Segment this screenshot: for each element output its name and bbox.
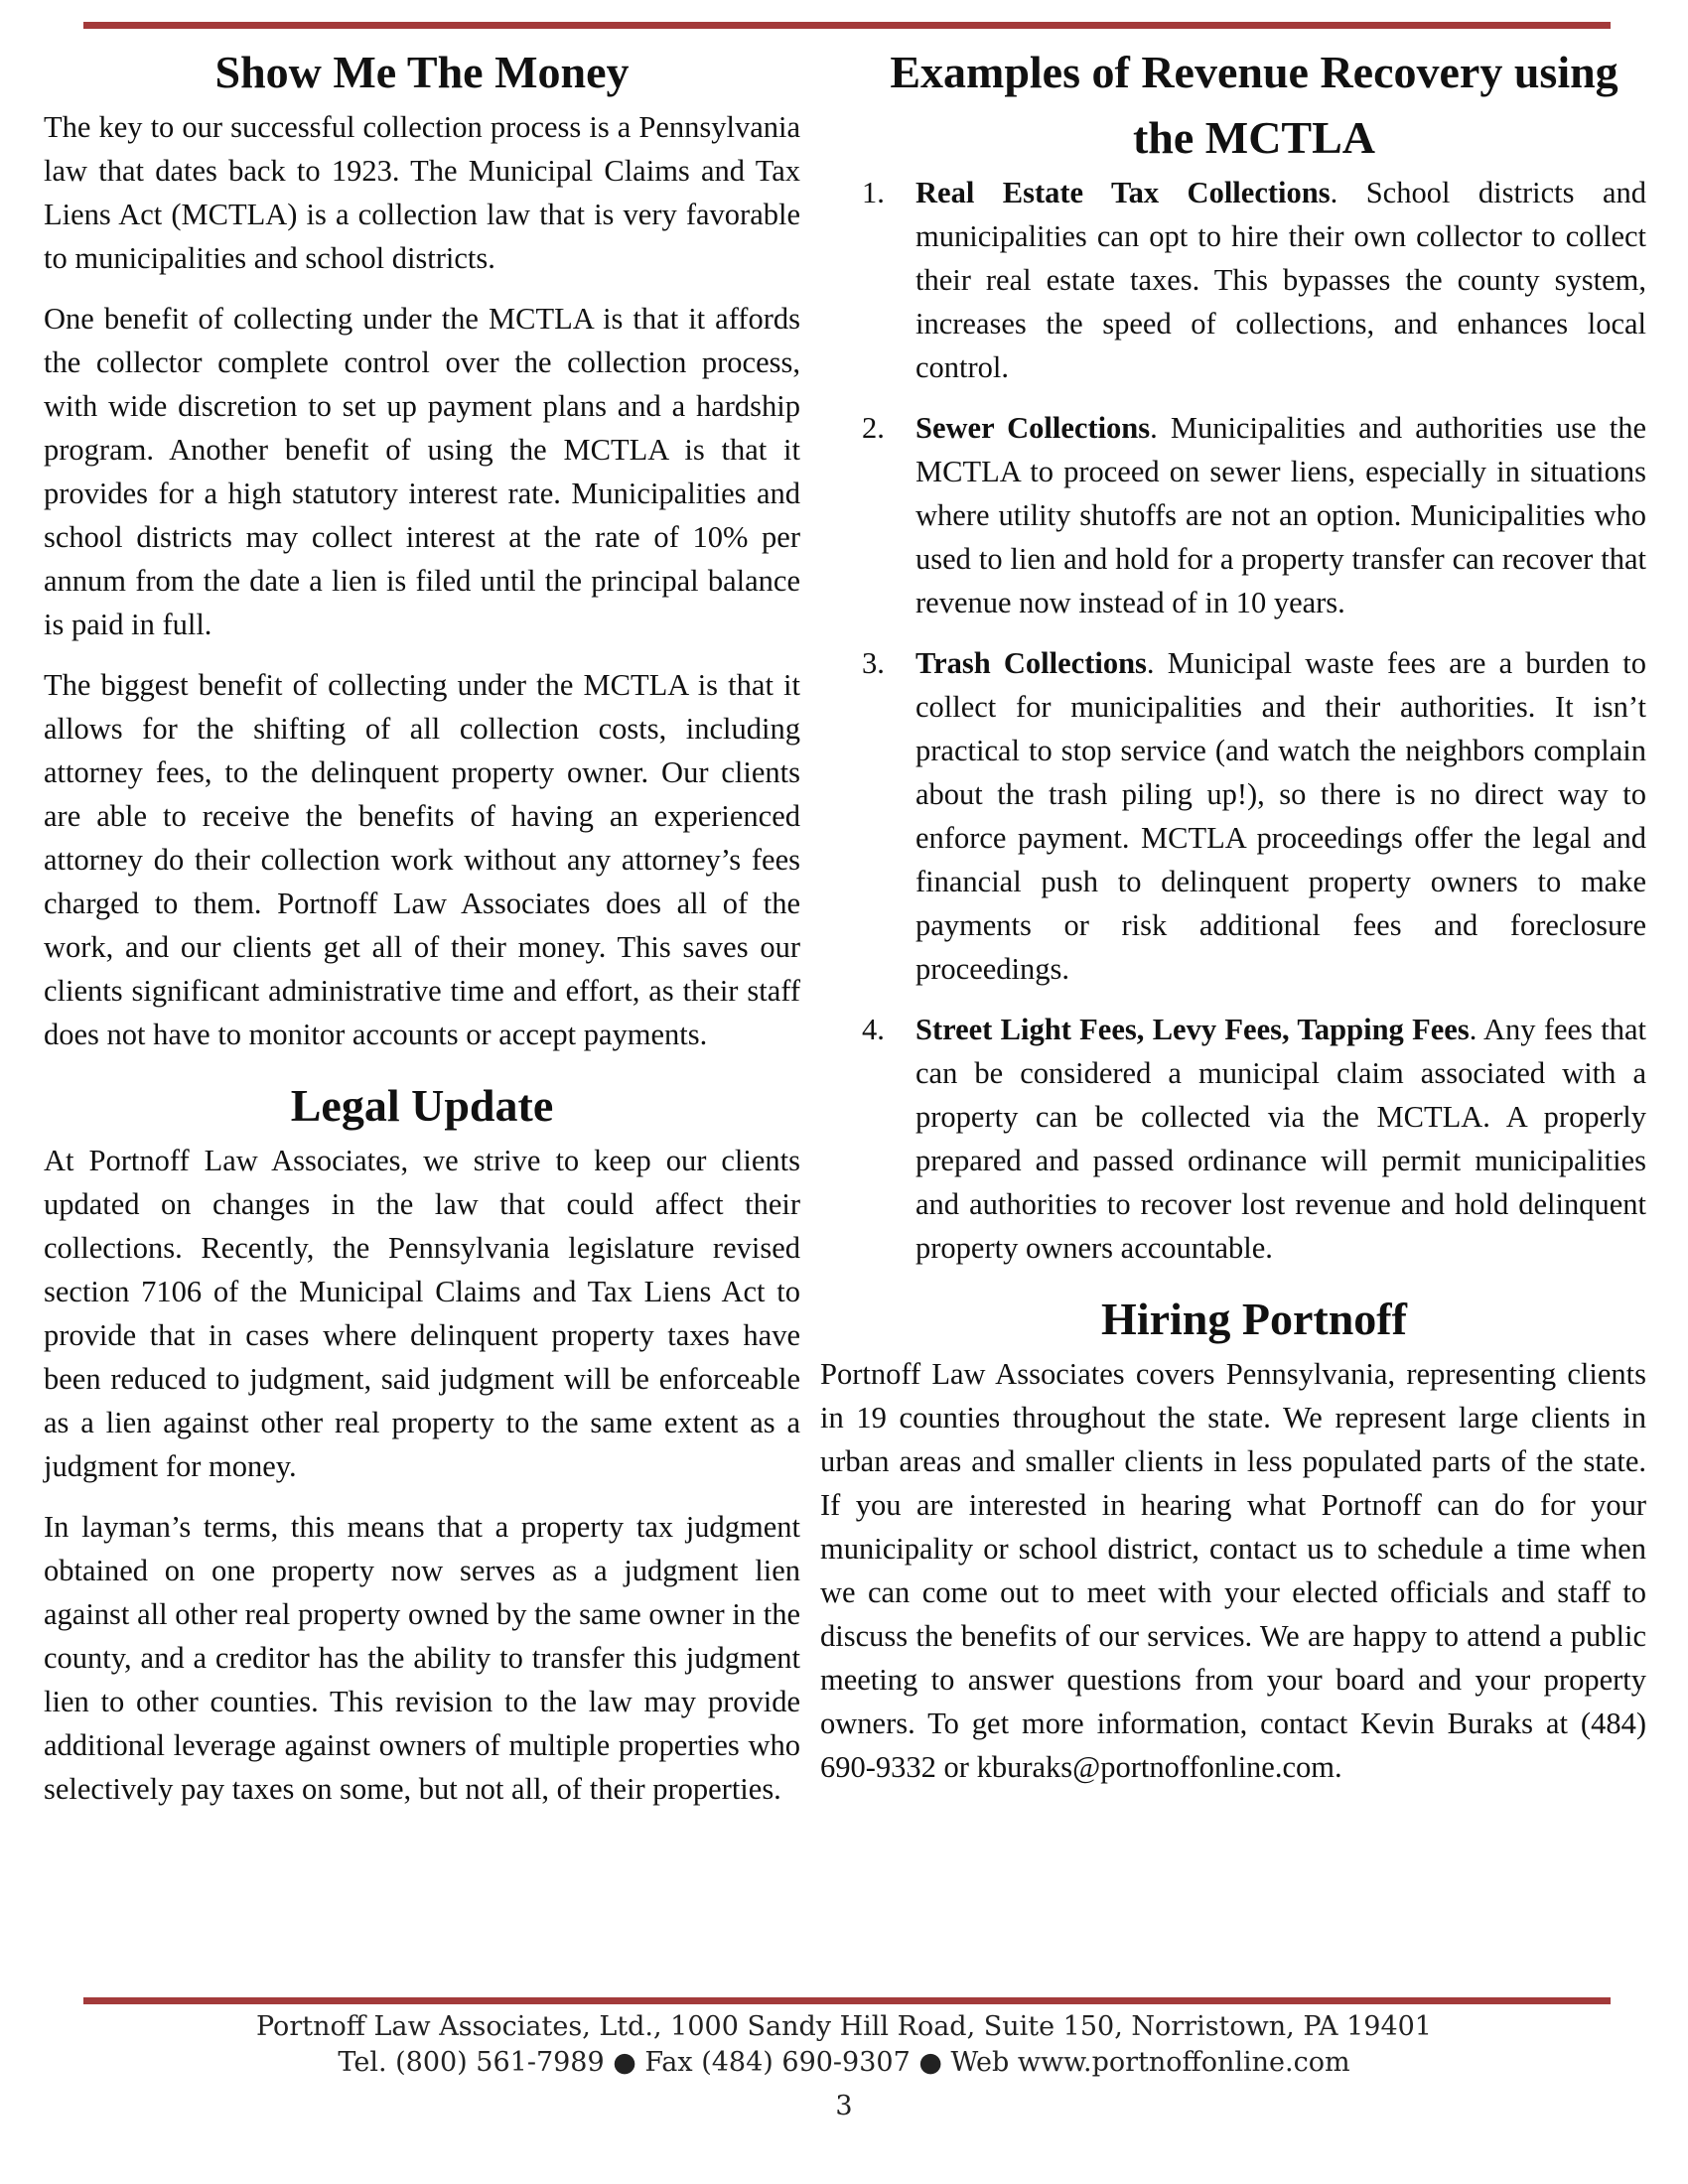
list-item-text: . Any fees that can be considered a municipal claim associated with a property can be collected via the MCTLA. A properly prepared and passed ordinance will permit municipalities and authorities to recover lost revenue and hold delinquent property owners accountable. [915, 1013, 1646, 1265]
list-number: 1. [862, 176, 885, 209]
paragraph: Portnoff Law Associates covers Pennsylvania, representing clients in 19 counties throughout the state. We represent large clients in urban areas and smaller clients in less populated parts of the state. If you are interested in hearing what Portnoff can do for your municipality or school district, contact us to schedule a time when we can come out to meet with your elected officials and staff to discuss the benefits of our services. We are happy to attend a public meeting to answer questions from your board and your property owners. To get more information, contact Kevin Buraks at (484) 690-9332 or kburaks@portnoffonline.com. [820, 1357, 1646, 1784]
list-item [862, 1008, 1646, 1270]
footer-address: Portnoff Law Associates, Ltd., 1000 Sandy Hill Road, Suite 150, Norristown, PA 19401 [255, 2011, 1432, 2042]
top-rule [83, 22, 1611, 29]
list-item [862, 641, 1646, 991]
hiring-portnoff-heading: Hiring Portnoff [1101, 1294, 1407, 1344]
right-column [820, 40, 1647, 1806]
list-item-text: . Municipalities and authorities use the MCTLA to proceed on sewer liens, especially in situations where utility shutoffs are not an option. Municipalities who used to lien and hold for a property transfer can recover that revenue now instead of in 10 years. [915, 411, 1646, 619]
list-item-lead: Sewer Collections [915, 411, 1151, 445]
paragraph: The biggest benefit of collecting under the MCTLA is that it allows for the shifting of all collection costs, including attorney fees, to the delinquent property owner. Our clients are able to receive the benefits of having an experienced attorney do their collection work without any attorney’s fees charged to them. Portnoff Law Associates does all of the work, and our clients get all of their money. This saves our clients significant administrative time and effort, as their staff does not have to monitor accounts or accept payments. [44, 668, 800, 1051]
list-item-lead: Trash Collections [915, 646, 1147, 680]
list-item-lead: Real Estate Tax Collections [915, 176, 1331, 209]
revenue-recovery-heading: Examples of Revenue Recovery using the MCTLA [890, 47, 1618, 163]
show-me-the-money-heading: Show Me The Money [214, 47, 630, 97]
list-item [862, 406, 1646, 624]
list-item [862, 171, 1646, 389]
paragraph: The key to our successful collection process is a Pennsylvania law that dates back to 1923. The Municipal Claims and Tax Liens Act (MCTLA) is a collection law that is very favorable to municipalities and school districts. [44, 110, 800, 275]
paragraph: At Portnoff Law Associates, we strive to keep our clients updated on changes in the law that could affect their collections. Recently, the Pennsylvania legislature revised section 7106 of the Municipal Claims and Tax Liens Act to provide that in cases where delinquent property taxes have been reduced to judgment, said judgment will be enforceable as a lien against other real property to the same extent as a judgment for money. [44, 1144, 800, 1483]
page-number: 3 [835, 2091, 853, 2121]
paragraph: One benefit of collecting under the MCTLA is that it affords the collector complete control over the collection process, with wide discretion to set up payment plans and a hardship program. Another benefit of using the MCTLA is that it provides for a high statutory interest rate. Municipalities and school districts may collect interest at the rate of 10% per annum from the date a lien is filed until the principal balance is paid in full. [44, 302, 800, 641]
footer-contact: Tel. (800) 561-7989 ● Fax (484) 690-9307 ● Web www.portnoffonline.com [338, 2047, 1350, 2078]
legal-update-heading: Legal Update [290, 1080, 554, 1131]
list-item-lead: Street Light Fees, Levy Fees, Tapping Fees [915, 1013, 1470, 1046]
list-number: 2. [862, 411, 885, 445]
paragraph: In layman’s terms, this means that a property tax judgment obtained on one property now serves as a judgment lien against all other real property owned by the same owner in the county, and a creditor has the ability to transfer this judgment lien to other counties. This revision to the law may provide additional leverage against owners of multiple properties who selectively pay taxes on some, but not all, of their properties. [44, 1510, 800, 1806]
list-item-text: . Municipal waste fees are a burden to collect for municipalities and their authorities. It isn’t practical to stop service (and watch the neighbors complain about the trash piling up!), so there is no direct way to enforce payment. MCTLA proceedings offer the legal and financial push to delinquent property owners to make payments or risk additional fees and foreclosure proceedings. [915, 646, 1646, 986]
bottom-rule [83, 1997, 1611, 2004]
left-column [44, 40, 800, 1828]
list-number: 3. [862, 646, 885, 680]
page-footer [0, 2009, 1688, 2124]
revenue-recovery-list [862, 171, 1646, 1270]
list-number: 4. [862, 1013, 885, 1046]
list-item-text: . School districts and municipalities can opt to hire their own collector to collect their real estate taxes. This bypasses the county system, increases the speed of collections, and enhances local control. [915, 176, 1647, 384]
